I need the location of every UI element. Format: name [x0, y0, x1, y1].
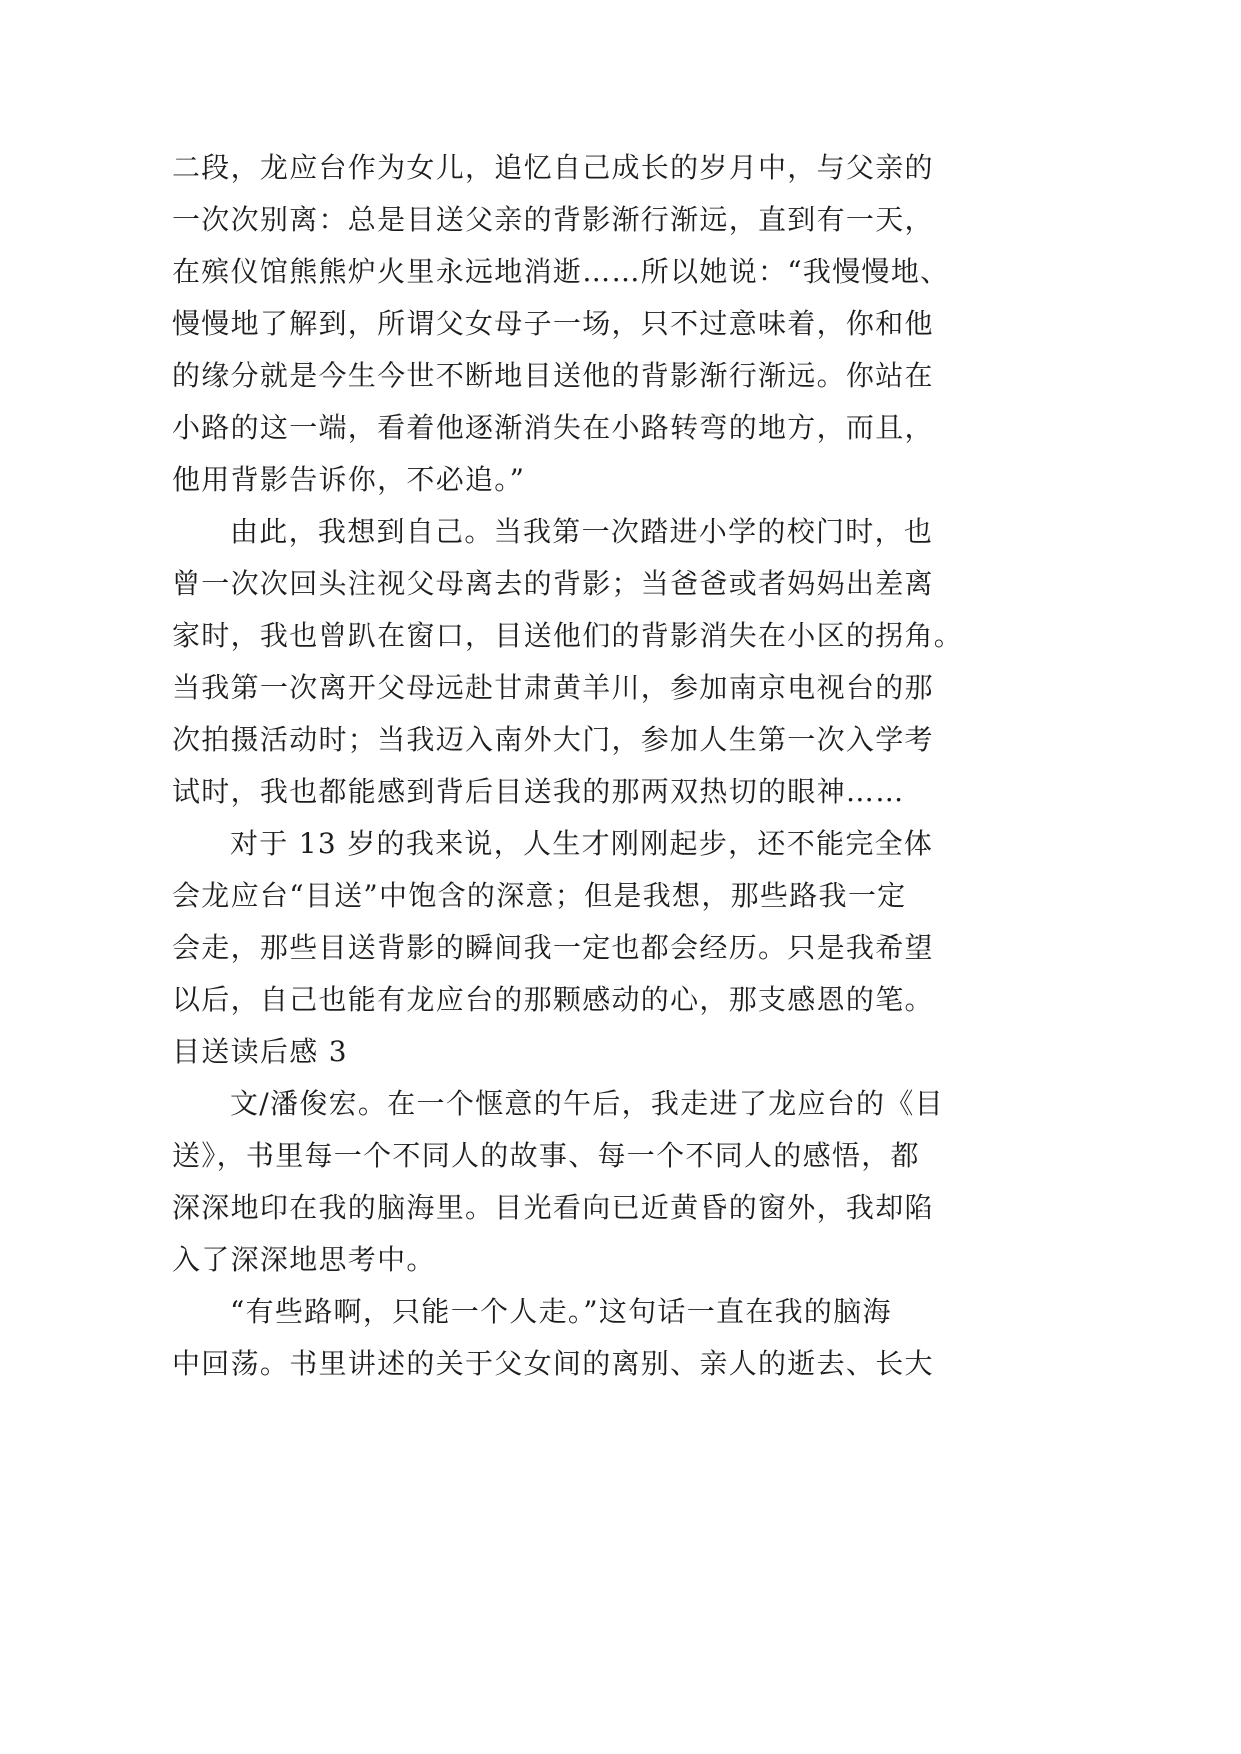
- text-line: 的缘分就是今生今世不断地目送他的背影渐行渐远。你站在: [172, 359, 934, 392]
- text-line: 二段，龙应台作为女儿，追忆自己成长的岁月中，与父亲的: [172, 151, 934, 184]
- text-line: 慢慢地了解到，所谓父女母子一场，只不过意味着，你和他: [172, 307, 934, 340]
- paragraph: [172, 142, 972, 506]
- text-line: 次拍摄活动时；当我迈入南外大门，参加人生第一次入学考: [172, 723, 934, 756]
- text-line: 当我第一次离开父母远赴甘肃黄羊川，参加南京电视台的那: [172, 671, 934, 704]
- text-line: 送》，书里每一个不同人的故事、每一个不同人的感悟，都: [172, 1139, 920, 1172]
- text-line: 他用背影告诉你，不必追。”: [172, 463, 526, 496]
- text-line: 试时，我也都能感到背后目送我的那两双热切的眼神……: [172, 775, 905, 808]
- text-line: 深深地印在我的脑海里。目光看向已近黄昏的窗外，我却陷: [172, 1191, 934, 1224]
- text-line: 在殡仪馆熊熊炉火里永远地消逝……所以她说：“我慢慢地、: [172, 255, 950, 288]
- text-line: 中回荡。书里讲述的关于父女间的离别、亲人的逝去、长大: [172, 1347, 934, 1380]
- text-line: 对于 13 岁的我来说，人生才刚刚起步，还不能完全体: [230, 827, 934, 860]
- paragraph: [172, 506, 972, 818]
- text-line: 小路的这一端，看着他逐渐消失在小路转弯的地方，而且，: [172, 411, 934, 444]
- paragraph: [172, 1286, 972, 1390]
- text-line: 一次次别离：总是目送父亲的背影渐行渐远，直到有一天，: [172, 203, 934, 236]
- document-body: [172, 142, 972, 1390]
- text-line: 由此，我想到自己。当我第一次踏进小学的校门时，也: [230, 515, 934, 548]
- paragraph: [172, 818, 972, 1026]
- text-line: 文/潘俊宏。在一个惬意的午后，我走进了龙应台的《目: [230, 1087, 944, 1120]
- text-line: 会走，那些目送背影的瞬间我一定也都会经历。只是我希望: [172, 931, 934, 964]
- section-heading-text: 目送读后感 3: [172, 1035, 348, 1068]
- text-line: 入了深深地思考中。: [172, 1243, 436, 1276]
- text-line: “有些路啊，只能一个人走。”这句话一直在我的脑海: [230, 1295, 892, 1328]
- paragraph: [172, 1078, 972, 1286]
- text-line: 曾一次次回头注视父母离去的背影；当爸爸或者妈妈出差离: [172, 567, 934, 600]
- text-line: 家时，我也曾趴在窗口，目送他们的背影消失在小区的拐角。: [172, 619, 964, 652]
- section-heading: [172, 1026, 972, 1078]
- text-line: 会龙应台“目送”中饱含的深意；但是我想，那些路我一定: [172, 879, 907, 912]
- text-line: 以后，自己也能有龙应台的那颗感动的心，那支感恩的笔。: [172, 983, 934, 1016]
